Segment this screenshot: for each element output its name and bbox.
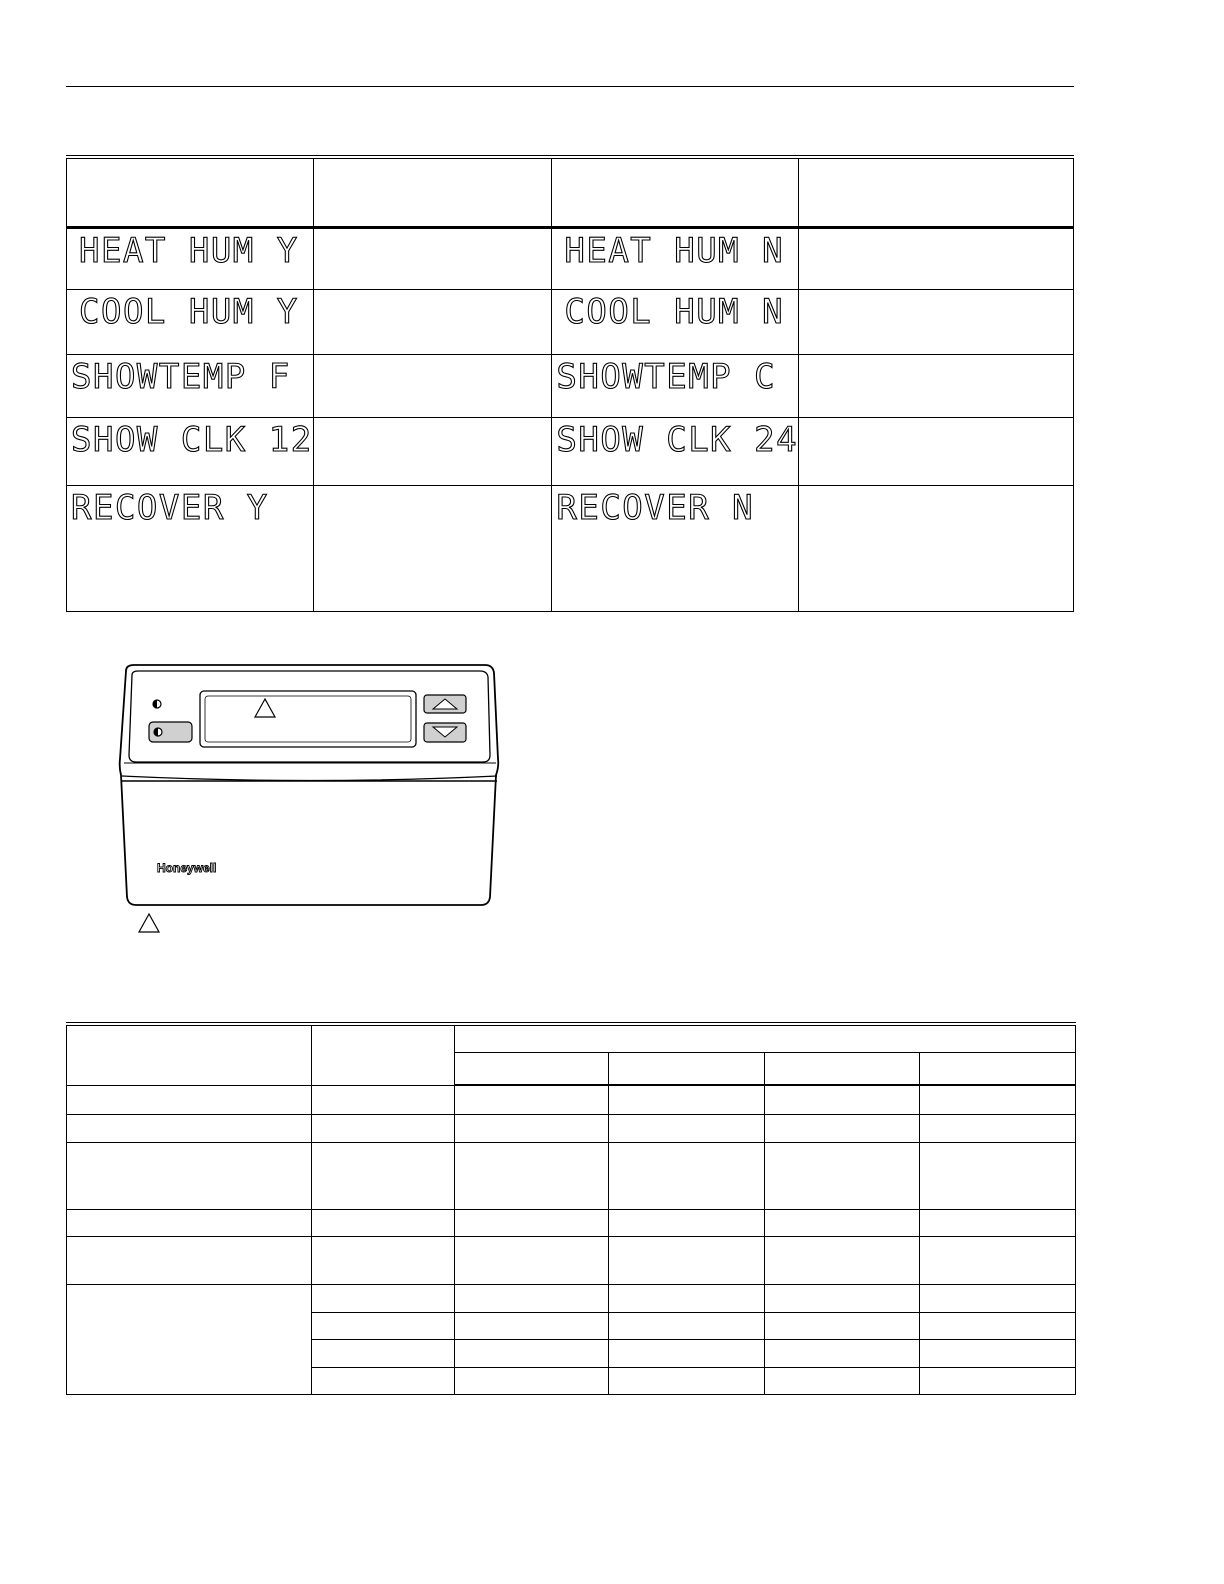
table-cell bbox=[765, 1367, 920, 1394]
table-cell bbox=[311, 1209, 454, 1236]
table-header-row bbox=[67, 1024, 1076, 1052]
description-cell bbox=[313, 486, 552, 612]
header-cell bbox=[609, 1052, 765, 1085]
table-cell bbox=[765, 1339, 920, 1367]
table-cell bbox=[765, 1312, 920, 1339]
header-cell bbox=[67, 1024, 312, 1085]
table-cell bbox=[609, 1236, 765, 1284]
header-cell bbox=[311, 1024, 454, 1085]
lcd-display-option-b: SHOWTEMP C bbox=[552, 355, 799, 418]
table-cell bbox=[67, 1142, 312, 1209]
table-cell bbox=[609, 1142, 765, 1209]
header-cell bbox=[799, 157, 1074, 228]
table-cell bbox=[67, 1236, 312, 1284]
description-cell bbox=[313, 228, 552, 290]
table-cell bbox=[920, 1367, 1076, 1394]
lcd-window bbox=[200, 691, 416, 747]
table-cell bbox=[454, 1236, 609, 1284]
header-cell bbox=[920, 1052, 1076, 1085]
table-cell bbox=[454, 1114, 609, 1142]
header-cell bbox=[552, 157, 799, 228]
settings-table bbox=[66, 155, 1074, 612]
table-cell bbox=[311, 1236, 454, 1284]
description-cell bbox=[313, 355, 552, 418]
table-cell bbox=[454, 1312, 609, 1339]
settings-table-header bbox=[67, 157, 1074, 228]
table-cell bbox=[67, 1085, 312, 1114]
table-cell bbox=[609, 1367, 765, 1394]
table-row bbox=[67, 290, 1074, 355]
description-cell bbox=[799, 355, 1074, 418]
lcd-display-option-a: COOL HUM Y bbox=[67, 290, 314, 355]
lcd-display-option-a: SHOWTEMP F bbox=[67, 355, 314, 418]
header-cell bbox=[454, 1052, 609, 1085]
table-row bbox=[67, 355, 1074, 418]
description-cell bbox=[799, 228, 1074, 290]
callout-triangle-icon bbox=[139, 914, 159, 932]
description-cell bbox=[799, 486, 1074, 612]
table-cell bbox=[765, 1142, 920, 1209]
table-cell bbox=[920, 1339, 1076, 1367]
description-cell bbox=[313, 418, 552, 486]
lcd-display-option-a: HEAT HUM Y bbox=[67, 228, 314, 290]
table-cell bbox=[609, 1312, 765, 1339]
header-rule bbox=[66, 86, 1074, 87]
table-cell bbox=[609, 1339, 765, 1367]
table-row bbox=[67, 1209, 1076, 1236]
table-row bbox=[67, 1236, 1076, 1284]
table-cell bbox=[920, 1142, 1076, 1209]
header-cell bbox=[313, 157, 552, 228]
lcd-display-option-b: SHOW CLK 24 bbox=[552, 418, 799, 486]
table-row bbox=[67, 1085, 1076, 1114]
table-cell bbox=[67, 1209, 312, 1236]
table-cell bbox=[454, 1284, 609, 1312]
table-cell bbox=[311, 1114, 454, 1142]
table-cell bbox=[454, 1085, 609, 1114]
table-cell bbox=[609, 1085, 765, 1114]
table-cell bbox=[311, 1085, 454, 1114]
table-cell bbox=[67, 1114, 312, 1142]
table-cell bbox=[454, 1339, 609, 1367]
lcd-display-option-a: RECOVER Y bbox=[67, 486, 314, 612]
table-row bbox=[67, 1114, 1076, 1142]
lcd-display-option-b: HEAT HUM N bbox=[552, 228, 799, 290]
table-cell bbox=[920, 1236, 1076, 1284]
table-cell bbox=[765, 1236, 920, 1284]
description-cell bbox=[313, 290, 552, 355]
table-row bbox=[67, 228, 1074, 290]
description-cell bbox=[799, 418, 1074, 486]
table-cell bbox=[920, 1085, 1076, 1114]
table-cell bbox=[454, 1367, 609, 1394]
table-cell bbox=[609, 1209, 765, 1236]
table-cell bbox=[67, 1284, 312, 1394]
thermostat-drawing bbox=[112, 663, 507, 938]
table-cell bbox=[311, 1339, 454, 1367]
table-cell bbox=[765, 1114, 920, 1142]
table-cell bbox=[765, 1284, 920, 1312]
thermostat-illustration bbox=[112, 663, 507, 938]
table-cell bbox=[311, 1367, 454, 1394]
header-cell bbox=[765, 1052, 920, 1085]
table-cell bbox=[920, 1114, 1076, 1142]
description-cell bbox=[799, 290, 1074, 355]
lcd-display-option-b: COOL HUM N bbox=[552, 290, 799, 355]
table-cell bbox=[920, 1312, 1076, 1339]
table-cell bbox=[311, 1312, 454, 1339]
table-cell bbox=[920, 1284, 1076, 1312]
specification-table bbox=[66, 1022, 1076, 1395]
table-cell bbox=[609, 1284, 765, 1312]
table-cell bbox=[765, 1209, 920, 1236]
table-cell bbox=[454, 1142, 609, 1209]
table-row bbox=[67, 1284, 1076, 1312]
lcd-display-option-a: SHOW CLK 12 bbox=[67, 418, 314, 486]
table-cell bbox=[609, 1114, 765, 1142]
table-row bbox=[67, 1142, 1076, 1209]
table-cell bbox=[311, 1142, 454, 1209]
header-group-cell bbox=[454, 1024, 1075, 1052]
table-cell bbox=[311, 1284, 454, 1312]
table-cell bbox=[454, 1209, 609, 1236]
table-row bbox=[67, 418, 1074, 486]
table-cell bbox=[765, 1085, 920, 1114]
table-row bbox=[67, 486, 1074, 612]
header-cell bbox=[67, 157, 314, 228]
table-cell bbox=[920, 1209, 1076, 1236]
brand-logo: Honeywell bbox=[157, 861, 217, 875]
lcd-display-option-b: RECOVER N bbox=[552, 486, 799, 612]
